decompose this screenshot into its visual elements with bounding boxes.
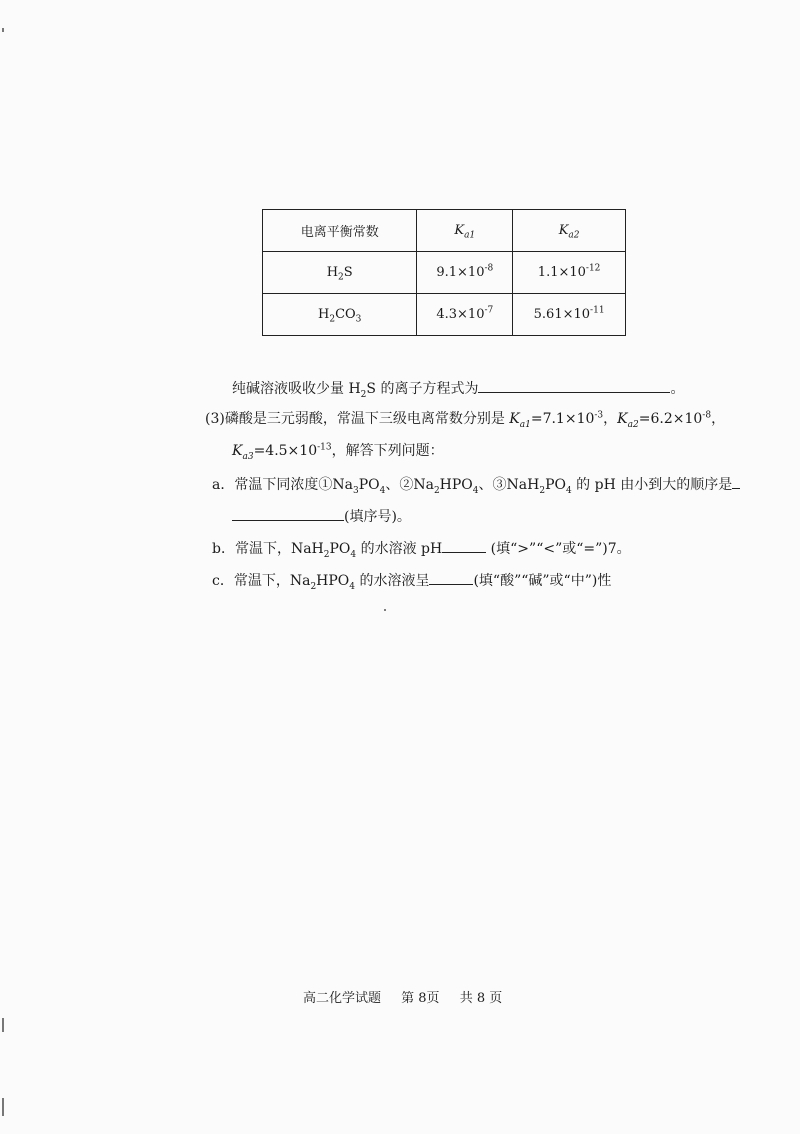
scan-edge-mark — [2, 1098, 4, 1116]
ka1-exponent: -8 — [484, 263, 494, 274]
separator: ， — [711, 411, 726, 427]
qb-text: b．常温下，NaH — [212, 541, 324, 557]
formula-part: H — [326, 265, 339, 280]
k-symbol: K — [617, 411, 628, 427]
ka2-sub: a2 — [627, 419, 639, 430]
ka1-exponent: -7 — [484, 305, 494, 316]
question-3-line2 — [232, 442, 444, 460]
answer-blank — [478, 378, 670, 393]
ka2-subscript: a2 — [568, 230, 580, 241]
qc-sub: 2 — [310, 581, 317, 592]
qa-sub: 4 — [379, 485, 386, 496]
ka1-mantissa: 4.3×10 — [436, 307, 485, 322]
qb-text: PO — [329, 541, 351, 557]
qa-sub: 3 — [352, 485, 359, 496]
formula-part: H — [317, 307, 330, 322]
q3-intro: (3)磷酸是三元弱酸，常温下三级电离常数分别是 — [205, 411, 510, 427]
table-header-row — [263, 210, 626, 252]
qa-sub: 2 — [539, 485, 546, 496]
footer-page-number: 第 8页 — [401, 991, 440, 1006]
k-symbol: K — [232, 443, 243, 459]
table-row — [263, 294, 626, 336]
ka1-subscript: a1 — [464, 230, 476, 241]
qa-sub: 2 — [433, 485, 440, 496]
question-3-line1 — [205, 410, 725, 428]
qa-tail: (填序号)。 — [344, 509, 411, 525]
scan-edge-mark — [2, 28, 4, 32]
question-a-line2 — [232, 506, 411, 526]
answer-blank — [732, 474, 740, 489]
ka1-value-cell — [417, 294, 513, 336]
ka1-value: =7.1×10 — [530, 411, 595, 427]
qb-sub: 4 — [350, 549, 357, 560]
formula-part: CO — [335, 307, 356, 322]
question-b — [212, 538, 631, 558]
formula-sub: 3 — [355, 314, 362, 325]
qa-sub: 4 — [472, 485, 479, 496]
answer-blank — [442, 538, 486, 553]
header-cell-ka1 — [417, 210, 513, 252]
k-symbol: K — [509, 411, 520, 427]
qa-text: a．常温下同浓度①Na — [212, 477, 353, 493]
ka1-sub: a1 — [519, 419, 531, 430]
question-c — [212, 570, 611, 590]
scan-speck — [384, 609, 386, 611]
qa-sub: 4 — [565, 485, 572, 496]
formula-part: S — [343, 265, 353, 280]
ka2-k-symbol: K — [558, 223, 569, 238]
header-cell-ka2 — [513, 210, 626, 252]
ka2-mantissa: 5.61×10 — [533, 307, 591, 322]
ka2-value-cell — [513, 294, 626, 336]
qa-text: 、②Na — [385, 477, 434, 493]
qc-text: 的水溶液呈 — [355, 573, 430, 589]
ka2-value: =6.2×10 — [638, 411, 703, 427]
qa-text: PO — [545, 477, 566, 493]
formula-sub: 2 — [338, 272, 344, 283]
qa-text: 的 pH 由小到大的顺序是 — [571, 477, 733, 493]
ionization-constant-table — [262, 209, 626, 336]
ka2-mantissa: 1.1×10 — [537, 265, 586, 280]
ka1-mantissa: 9.1×10 — [436, 265, 485, 280]
qb-tail: (填“>”“<”或“=”)7。 — [486, 541, 631, 557]
table-row — [263, 252, 626, 294]
scan-edge-mark — [2, 1018, 4, 1032]
ka3-sub: a3 — [242, 451, 254, 462]
q3-tail: ，解答下列问题： — [331, 443, 444, 459]
header-cell-title — [263, 210, 417, 252]
ka2-exponent: -11 — [590, 305, 605, 316]
qb-sub: 2 — [323, 549, 330, 560]
qc-text: c．常温下，Na — [212, 573, 311, 589]
ka1-exp: -3 — [594, 410, 604, 421]
qa-text: PO — [358, 477, 380, 493]
question-soda-ash — [232, 378, 684, 398]
formula-sub: 2 — [329, 314, 336, 325]
ka1-k-symbol: K — [454, 223, 465, 238]
formula-cell — [263, 252, 417, 294]
soda-end: 。 — [670, 381, 685, 397]
qc-tail: (填“酸”“碱”或“中”)性 — [473, 573, 612, 589]
question-a — [212, 474, 740, 494]
soda-sub: 2 — [360, 389, 367, 400]
soda-text-a: 纯碱溶液吸收少量 H — [232, 381, 361, 397]
page-footer — [303, 987, 518, 1006]
qa-text: HPO — [439, 477, 473, 493]
ka2-value-cell — [513, 252, 626, 294]
answer-blank — [429, 570, 473, 585]
soda-text-b: S 的离子方程式为 — [366, 381, 479, 397]
qc-text: HPO — [316, 573, 350, 589]
ka3-value: =4.5×10 — [253, 443, 318, 459]
ka2-exponent: -12 — [585, 263, 601, 274]
footer-total-pages: 共 8 页 — [459, 991, 503, 1006]
answer-blank — [232, 506, 344, 521]
footer-subject: 高二化学试题 — [303, 991, 382, 1006]
ka2-exp: -8 — [702, 410, 712, 421]
formula-cell — [263, 294, 417, 336]
qc-sub: 4 — [349, 581, 356, 592]
ka1-value-cell — [417, 252, 513, 294]
header-title-text: 电离平衡常数 — [300, 225, 379, 240]
qb-text: 的水溶液 pH — [356, 541, 443, 557]
ka3-exp: -13 — [317, 442, 332, 453]
separator: ， — [603, 411, 618, 427]
qa-text: 、③NaH — [478, 477, 540, 493]
